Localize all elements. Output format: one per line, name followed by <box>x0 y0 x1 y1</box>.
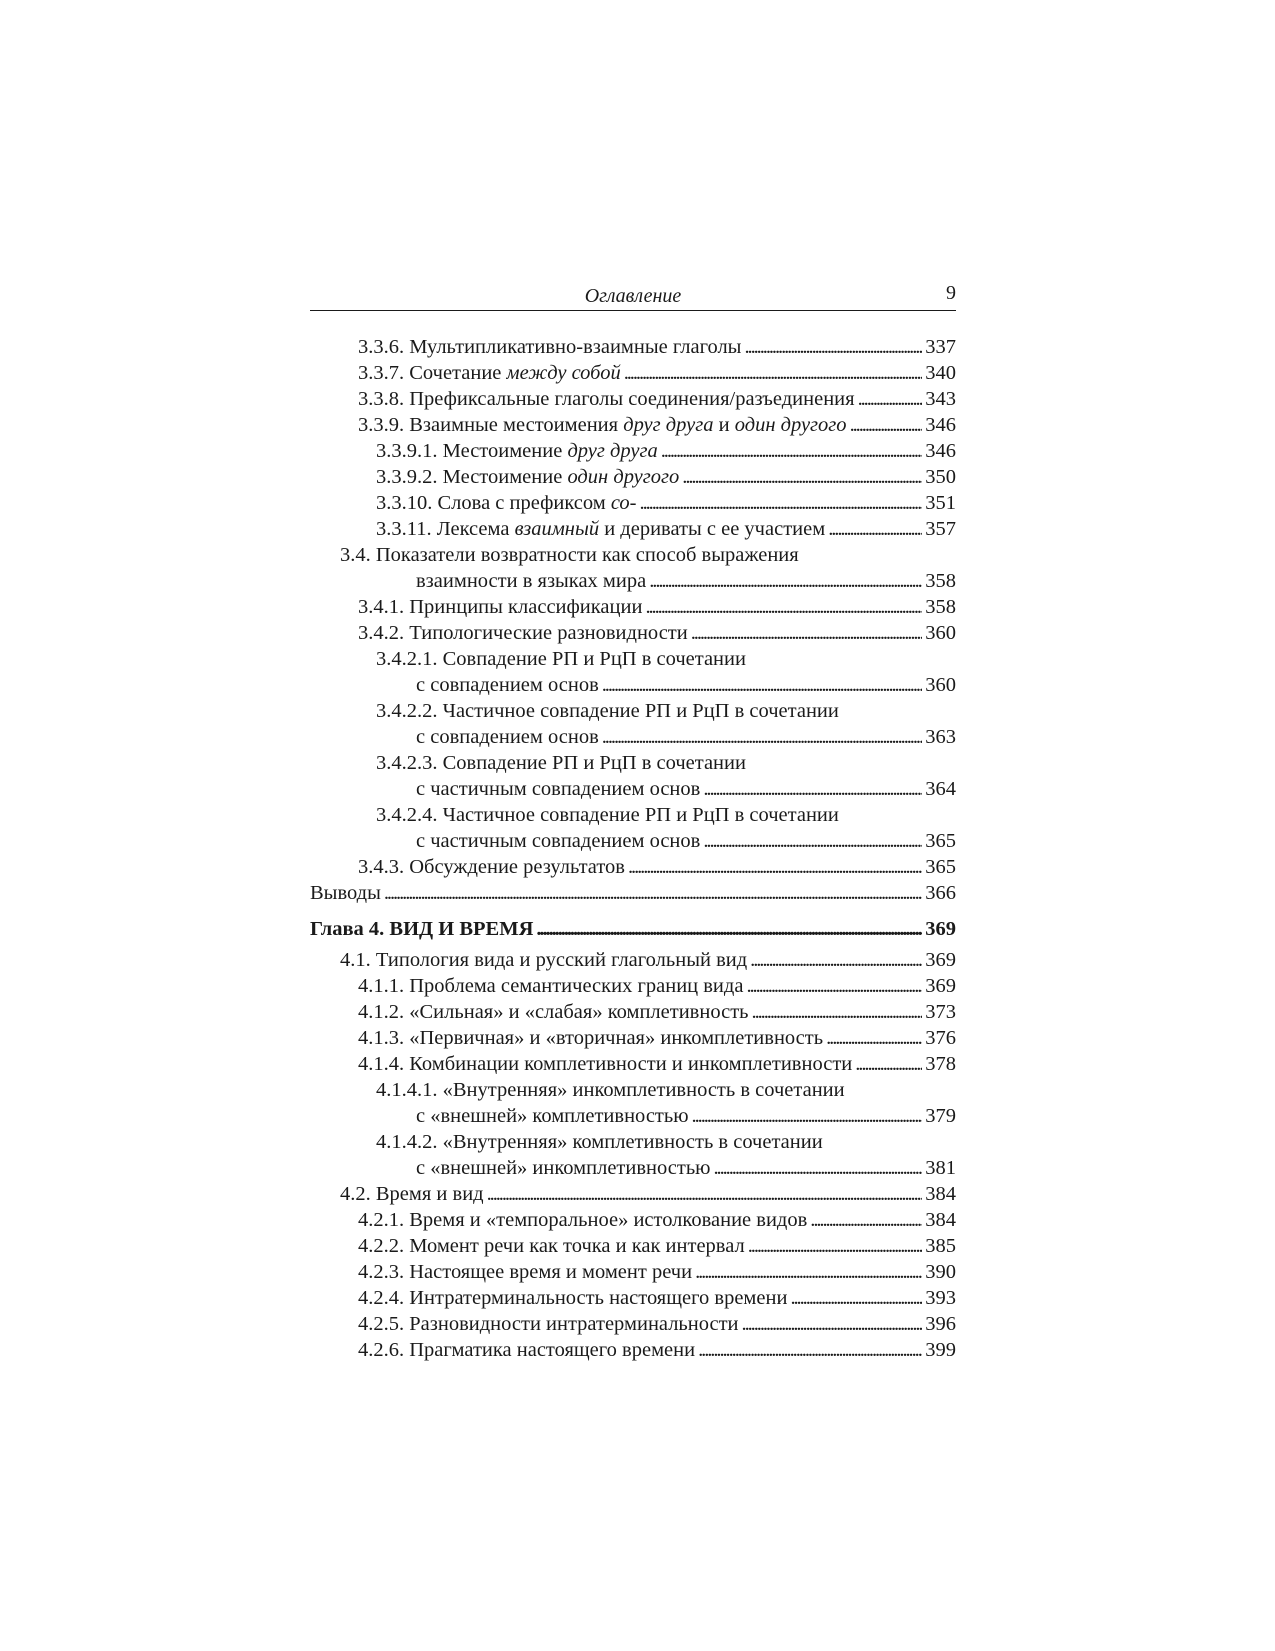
toc-entry <box>310 1311 956 1337</box>
toc-entry-title-italic: один другого <box>567 466 680 488</box>
toc-leader-dots <box>703 776 922 802</box>
toc-leader-dots <box>487 1181 923 1207</box>
toc-entry-page: 351 <box>925 492 956 514</box>
toc-entry-title-part: 3.3.6. Мультипликативно-взаимные глаголы <box>358 336 742 358</box>
toc-entry <box>310 1051 956 1077</box>
toc-entry <box>310 438 956 464</box>
toc-entry-title <box>358 1233 745 1259</box>
toc-entry-title-part: 4.2. Время и вид <box>340 1183 484 1205</box>
toc-entry-title-part: 3.4.2.1. Совпадение РП и РцП в сочетании <box>376 648 746 670</box>
toc-leader-dots <box>384 880 922 906</box>
toc-entry-title <box>416 568 646 594</box>
toc-entry <box>310 1259 956 1285</box>
toc-entry <box>310 490 956 516</box>
toc-entry-page: 358 <box>925 570 956 592</box>
toc-leader-dots <box>828 516 922 542</box>
toc-entry-title <box>376 750 746 776</box>
toc-entry <box>310 1181 956 1207</box>
toc-entry-page: 360 <box>925 674 956 696</box>
toc-entry-page: 369 <box>925 975 956 997</box>
toc-entry-title-part: 4.1.4.1. «Внутренняя» инкомплетивность в сочетании <box>376 1079 845 1101</box>
toc-entry-title-part: с «внешней» инкомплетивностью <box>416 1157 711 1179</box>
toc-entry-title-part: и дериваты с ее участием <box>599 518 826 540</box>
toc-entry-title-part: 4.1.1. Проблема семантических границ вида <box>358 975 744 997</box>
toc-entry-title <box>358 1311 739 1337</box>
toc-entry-title-part: взаимности в языках мира <box>416 570 647 592</box>
toc-entry-page: 378 <box>925 1053 956 1075</box>
toc-entry-page: 376 <box>925 1027 956 1049</box>
toc-entry-title-part: 3.4. Показатели возвратности как способ выражения <box>340 544 799 566</box>
toc-entry-title <box>376 464 679 490</box>
toc-entry-title-part: Выводы <box>310 882 381 904</box>
toc-entry-page: 393 <box>925 1287 956 1309</box>
toc-entry-title <box>376 438 658 464</box>
toc-entry-title <box>358 334 741 360</box>
toc-leader-dots <box>536 916 922 942</box>
toc-entry-title <box>416 724 599 750</box>
toc-entry-title-part: 4.2.4. Интратерминальность настоящего времени <box>358 1287 788 1309</box>
toc-entry-title <box>358 594 642 620</box>
toc-entry-page: 379 <box>925 1105 956 1127</box>
toc-entry-title <box>310 880 381 906</box>
toc-leader-dots <box>810 1207 922 1233</box>
toc-entry-title-part: 3.3.9.1. Местоимение <box>376 440 568 462</box>
toc-leader-dots <box>692 1103 923 1129</box>
toc-entry-title <box>376 698 839 724</box>
toc-entry <box>310 973 956 999</box>
toc-entry-title <box>376 802 839 828</box>
toc-entry-title-part: 4.2.1. Время и «темпоральное» истолкование видов <box>358 1209 808 1231</box>
toc-entry <box>310 1103 956 1129</box>
toc-entry <box>310 1077 956 1103</box>
toc-entry-title-part: 3.4.1. Принципы классификации <box>358 596 643 618</box>
toc-leader-dots <box>750 947 922 973</box>
toc-leader-dots <box>703 828 922 854</box>
toc-leader-dots <box>746 973 922 999</box>
toc-entry-title-part: 4.2.2. Момент речи как точка и как интервал <box>358 1235 745 1257</box>
toc-entry <box>310 776 956 802</box>
toc-leader-dots <box>850 412 923 438</box>
toc-entry-title <box>358 1207 807 1233</box>
toc-entry <box>310 724 956 750</box>
toc-entry-title <box>340 542 799 568</box>
toc-entry <box>310 1129 956 1155</box>
toc-entry-title <box>416 1103 689 1129</box>
toc-entry-page: 350 <box>925 466 956 488</box>
toc-entry <box>310 594 956 620</box>
toc-entry-title-part: с совпадением основ <box>416 726 599 748</box>
toc-leader-dots <box>744 334 922 360</box>
toc-entry-title-part: 3.4.2.3. Совпадение РП и РцП в сочетании <box>376 752 746 774</box>
toc-entry <box>310 828 956 854</box>
toc-entry-title-italic: взаимный <box>514 518 600 540</box>
toc-entry-title-part: 4.2.3. Настоящее время и момент речи <box>358 1261 693 1283</box>
toc-entry-page: 365 <box>925 830 956 852</box>
toc-leader-dots <box>698 1337 922 1363</box>
toc-entry-page: 381 <box>925 1157 956 1179</box>
toc-entry-title <box>416 776 700 802</box>
toc-entry <box>310 802 956 828</box>
toc-entry-title-part: Глава 4. ВИД И ВРЕМЯ <box>310 918 534 940</box>
toc-entry-page: 346 <box>925 440 956 462</box>
toc-leader-dots <box>790 1285 922 1311</box>
toc-chapter-entry <box>310 916 956 942</box>
toc-entry-page: 385 <box>925 1235 956 1257</box>
toc-entry-title-part: и <box>713 414 735 436</box>
toc-entry <box>310 360 956 386</box>
toc-leader-dots <box>682 464 922 490</box>
toc-entry-title-part: 3.3.10. Слова с префиксом <box>376 492 611 514</box>
toc-entry-page: 340 <box>925 362 956 384</box>
toc-entry-title-part: с частичным совпадением основ <box>416 778 701 800</box>
toc-entry-title <box>376 490 637 516</box>
toc-entry-title-part: 3.4.2.2. Частичное совпадение РП и РцП в сочетании <box>376 700 839 722</box>
toc-entry-title <box>416 1155 710 1181</box>
toc-entry-title-part: 3.4.2.4. Частичное совпадение РП и РцП в сочетании <box>376 804 839 826</box>
toc-leader-dots <box>628 854 922 880</box>
toc-entry-page: 369 <box>925 949 956 971</box>
toc-leader-dots <box>713 1155 922 1181</box>
toc-entry-title-part: 4.2.5. Разновидности интратерминальности <box>358 1313 739 1335</box>
toc-entry-title-part: 4.1.4.2. «Внутренняя» комплетивность в сочетании <box>376 1131 823 1153</box>
toc-entry <box>310 750 956 776</box>
toc-leader-dots <box>826 1025 922 1051</box>
toc-leader-dots <box>691 620 923 646</box>
toc-entry-title <box>358 1051 852 1077</box>
toc-entry <box>310 386 956 412</box>
toc-entry <box>310 1025 956 1051</box>
toc-entry-page: 384 <box>925 1209 956 1231</box>
toc-entry-title-italic: друг друга <box>623 414 714 436</box>
toc-entry-page: 390 <box>925 1261 956 1283</box>
toc-entry-title-part: с совпадением основ <box>416 674 599 696</box>
toc-entry-page: 369 <box>925 918 956 940</box>
toc-entry <box>310 620 956 646</box>
toc-entry-title <box>416 672 599 698</box>
toc-entry-title <box>416 828 700 854</box>
toc-entry-title-italic: друг друга <box>567 440 658 462</box>
toc-leader-dots <box>661 438 923 464</box>
toc-entry-title-part: с «внешней» комплетивностью <box>416 1105 689 1127</box>
toc-entry <box>310 854 956 880</box>
toc-leader-dots <box>858 386 923 412</box>
toc-entry <box>310 464 956 490</box>
toc-entry-page: 365 <box>925 856 956 878</box>
toc-entry-title-part: 4.2.6. Прагматика настоящего времени <box>358 1339 696 1361</box>
toc-entry-page: 384 <box>925 1183 956 1205</box>
toc-entry-title <box>358 999 749 1025</box>
toc-entry-title <box>358 620 688 646</box>
toc-entry-title-part: 4.1. Типология вида и русский глагольный вид <box>340 949 748 971</box>
toc-entry-title-italic: один другого <box>734 414 847 436</box>
toc-leader-dots <box>640 490 923 516</box>
toc-entry <box>310 672 956 698</box>
toc-entry-title <box>358 1337 695 1363</box>
toc-leader-dots <box>748 1233 923 1259</box>
toc-leader-dots <box>602 672 923 698</box>
toc-leader-dots <box>645 594 922 620</box>
toc-entry-title <box>376 1129 823 1155</box>
toc-entry <box>310 1155 956 1181</box>
toc-entry-title-part: 4.1.4. Комбинации комплетивности и инкомплетивности <box>358 1053 853 1075</box>
toc-leader-dots <box>855 1051 922 1077</box>
toc-entry-title <box>358 1025 823 1051</box>
toc-entry-title-part: 3.3.9.2. Местоимение <box>376 466 568 488</box>
toc-leader-dots <box>624 360 923 386</box>
toc-entry <box>310 516 956 542</box>
toc-entry <box>310 999 956 1025</box>
toc-entry <box>310 880 956 906</box>
toc-leader-dots <box>752 999 923 1025</box>
toc-entry <box>310 1337 956 1363</box>
toc-entry-title-part: с частичным совпадением основ <box>416 830 701 852</box>
toc-entry-title-part: 3.4.3. Обсуждение результатов <box>358 856 625 878</box>
toc-leader-dots <box>602 724 923 750</box>
running-title: Оглавление <box>584 285 682 307</box>
toc-entry-page: 357 <box>925 518 956 540</box>
toc-entry-page: 363 <box>925 726 956 748</box>
toc-entry-page: 358 <box>925 596 956 618</box>
toc-entry <box>310 568 956 594</box>
toc-entry-page: 364 <box>925 778 956 800</box>
toc-entry-page: 346 <box>925 414 956 436</box>
toc-entry-title <box>358 360 621 386</box>
toc-entry-title <box>376 646 746 672</box>
toc-entry-title <box>340 1181 484 1207</box>
toc-entry-title-part: 3.3.11. Лексема <box>376 518 515 540</box>
toc-entry-page: 360 <box>925 622 956 644</box>
toc-entry-title <box>340 947 747 973</box>
toc-entry-title-part: 3.4.2. Типологические разновидности <box>358 622 688 644</box>
toc-entry <box>310 646 956 672</box>
running-header <box>310 282 956 311</box>
toc-entry-title <box>358 973 743 999</box>
toc-entry <box>310 542 956 568</box>
toc-leader-dots <box>695 1259 922 1285</box>
toc-entry <box>310 1285 956 1311</box>
toc-entry-page: 399 <box>925 1339 956 1361</box>
toc-entry-title-italic: между собой <box>506 362 621 384</box>
toc-entry-title-part: 3.3.9. Взаимные местоимения <box>358 414 624 436</box>
toc-entry <box>310 1207 956 1233</box>
toc-entry <box>310 334 956 360</box>
toc-entry <box>310 947 956 973</box>
toc-entry-title-part: 4.1.2. «Сильная» и «слабая» комплетивность <box>358 1001 749 1023</box>
table-of-contents <box>310 334 956 1363</box>
toc-entry-title <box>358 386 855 412</box>
toc-entry-page: 337 <box>925 336 956 358</box>
toc-entry <box>310 698 956 724</box>
toc-entry-title-part: 4.1.3. «Первичная» и «вторичная» инкомплетивность <box>358 1027 824 1049</box>
toc-entry-page: 366 <box>925 882 956 904</box>
toc-entry-title <box>376 516 825 542</box>
toc-leader-dots <box>742 1311 923 1337</box>
toc-entry-page: 343 <box>925 388 956 410</box>
toc-entry-title <box>358 854 625 880</box>
toc-entry-page: 396 <box>925 1313 956 1335</box>
toc-entry <box>310 1233 956 1259</box>
toc-entry-title-part: 3.3.8. Префиксальные глаголы соединения/разъединения <box>358 388 855 410</box>
toc-entry-title <box>358 1259 692 1285</box>
toc-entry-title <box>358 412 847 438</box>
toc-leader-dots <box>649 568 922 594</box>
toc-entry-page: 373 <box>925 1001 956 1023</box>
toc-entry-title <box>376 1077 845 1103</box>
toc-entry-title-part: 3.3.7. Сочетание <box>358 362 507 384</box>
toc-entry-title-italic: со- <box>610 492 637 514</box>
toc-entry-title <box>310 916 533 942</box>
toc-entry <box>310 412 956 438</box>
page-number: 9 <box>946 282 956 304</box>
toc-entry-title <box>358 1285 787 1311</box>
